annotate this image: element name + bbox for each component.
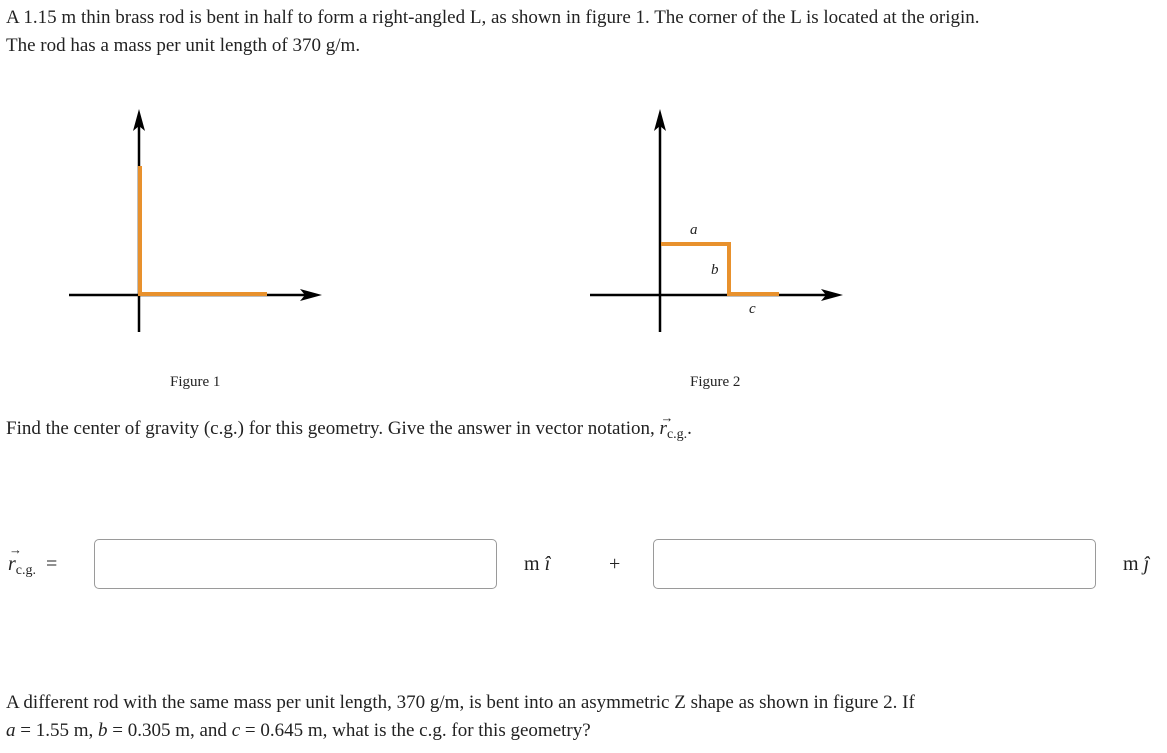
question-1 xyxy=(6,410,692,449)
question-1-text: Find the center of gravity (c.g.) for this geometry. Give the answer in vector notation, xyxy=(6,418,660,439)
vector-subscript: c.g. xyxy=(666,427,688,442)
figure-1-diagram xyxy=(60,100,340,340)
plus-sign: + xyxy=(609,553,621,575)
val-b: = 0.305 m, and xyxy=(107,720,232,741)
figure-1-caption: Figure 1 xyxy=(170,374,221,390)
question-1-end: . xyxy=(687,418,692,439)
intro-line-2: The rod has a mass per unit length of 370 g/m. xyxy=(6,35,361,56)
fig2-label-a: a xyxy=(690,222,698,238)
fig2-rod xyxy=(661,244,779,294)
unit-x: m î xyxy=(524,553,551,575)
figure-2-diagram xyxy=(581,100,861,340)
intro-paragraph xyxy=(6,4,1166,60)
fig2-label-c: c xyxy=(749,301,756,317)
figure-2-caption: Figure 2 xyxy=(690,374,741,390)
var-b: b xyxy=(98,720,108,741)
y-component-input[interactable] xyxy=(653,539,1096,589)
var-c: c xyxy=(231,720,241,741)
answer-lhs xyxy=(8,542,58,579)
val-c: = 0.645 m, what is the c.g. for this geometry? xyxy=(240,720,591,741)
fig2-label-b: b xyxy=(711,262,719,278)
intro-line-1: A 1.15 m thin brass rod is bent in half to form a right-angled L, as shown in figure 1. The corner of the L is located at the origin. xyxy=(6,7,980,28)
j-hat: ĵ xyxy=(1143,553,1150,575)
var-a: a xyxy=(6,720,16,741)
unit-y: m ĵ xyxy=(1123,553,1150,575)
x-component-input[interactable] xyxy=(94,539,497,589)
vector-arrow-icon: → xyxy=(660,410,674,425)
fig1-rod xyxy=(140,166,267,294)
val-a: = 1.55 m, xyxy=(15,720,98,741)
lhs-subscript: c.g. xyxy=(15,563,37,578)
question-2 xyxy=(6,689,1156,745)
i-hat: î xyxy=(544,553,551,575)
lhs-arrow-icon: → xyxy=(9,542,22,557)
vector-r-cg: → r xyxy=(660,415,667,443)
equals-sign: = xyxy=(46,553,58,575)
answer-row xyxy=(0,539,1167,593)
lhs-vector-r: → r xyxy=(8,542,22,575)
question-2-line-1: A different rod with the same mass per unit length, 370 g/m, is bent into an asymmetric Z shape as shown in figure 2. If xyxy=(6,692,915,713)
